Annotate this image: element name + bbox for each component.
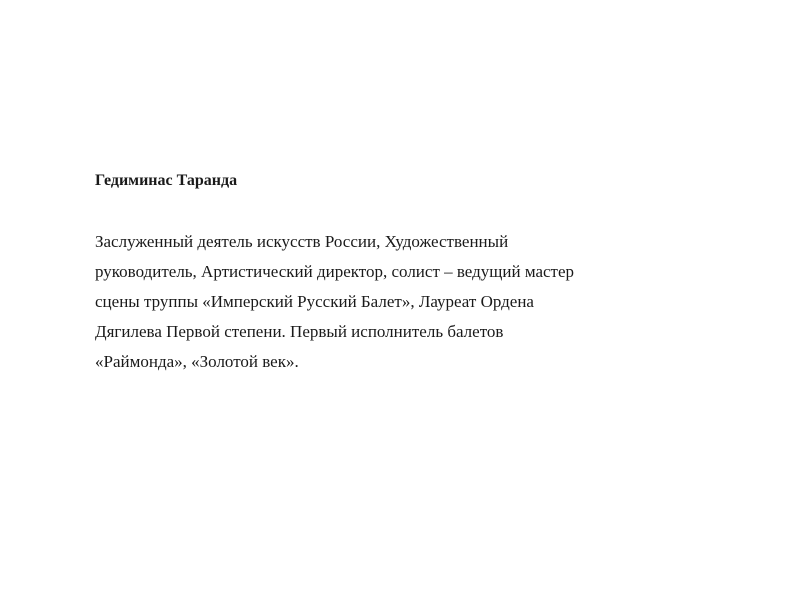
text-block <box>95 168 715 377</box>
biography-line-2: руководитель, Артистический директор, солист – ведущий мастер <box>95 262 575 281</box>
biography-line-5: «Раймонда», «Золотой век». <box>95 352 299 371</box>
person-name-heading: Гедиминас Таранда <box>95 172 238 189</box>
biography-line-4: Дягилева Первой степени. Первый исполнитель балетов <box>95 322 504 341</box>
biography-line-3: сцены труппы «Имперский Русский Балет», Лауреат Ордена <box>95 292 534 311</box>
biography-line-1: Заслуженный деятель искусств России, Художественный <box>95 232 509 251</box>
